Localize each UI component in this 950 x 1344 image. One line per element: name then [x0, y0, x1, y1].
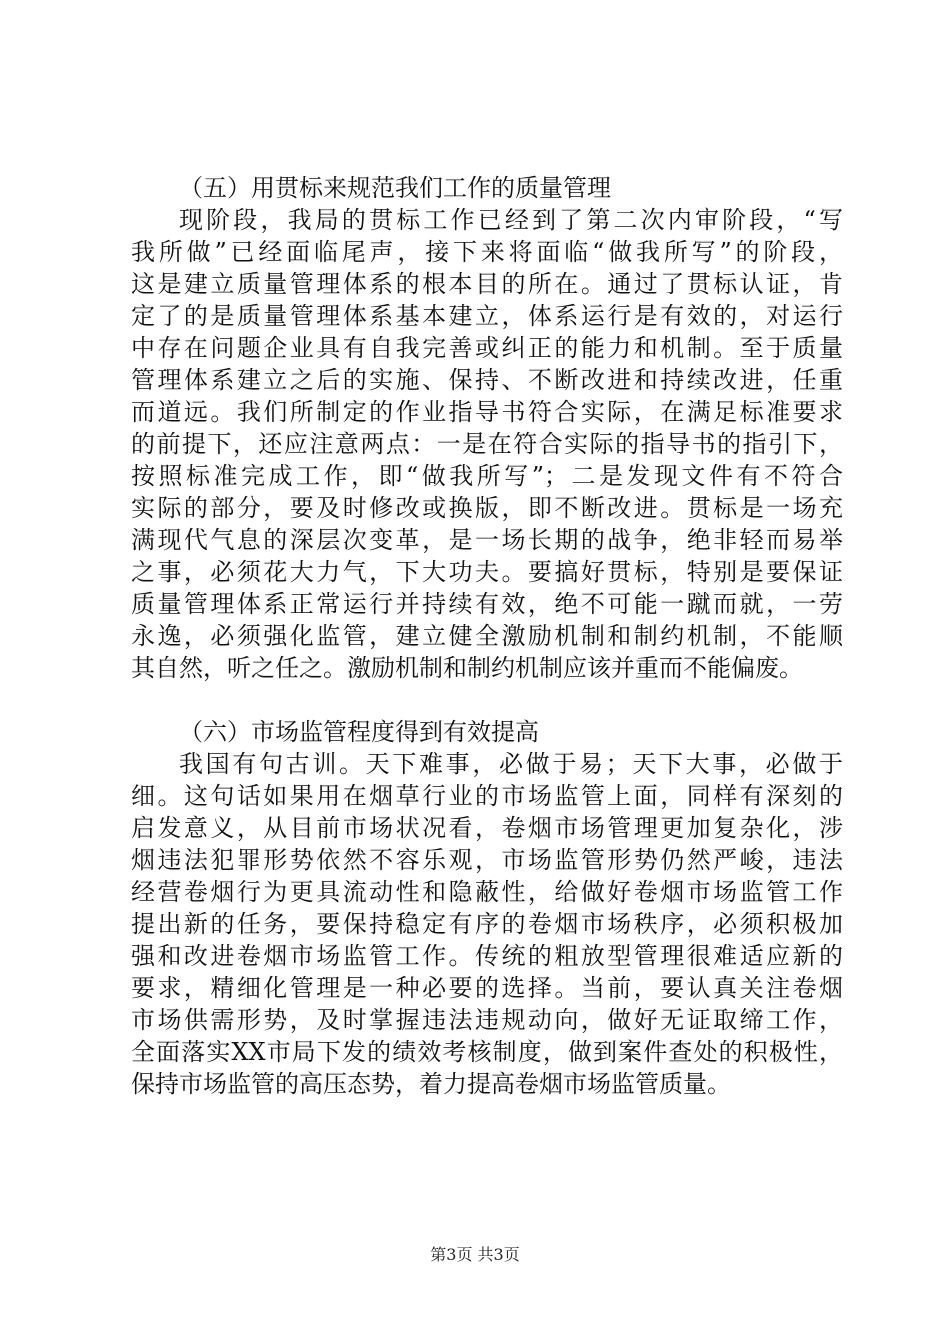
paragraph-line: 中存在问题企业具有自我完善或纠正的能力和机制。至于质量 — [131, 334, 843, 362]
paragraph-line: 提出新的任务，要保持稳定有序的卷烟市场秩序，必须积极加 — [131, 910, 843, 938]
paragraph-line: 按照标准完成工作，即“做我所写”；二是发现文件有不符合 — [131, 462, 843, 490]
paragraph-line: 要求，精细化管理是一种必要的选择。当前，要认真关注卷烟 — [131, 974, 843, 1002]
section-heading: （五）用贯标来规范我们工作的质量管理 — [179, 174, 611, 202]
paragraph-line: 启发意义，从目前市场状况看，卷烟市场管理更加复杂化，涉 — [131, 814, 843, 842]
section-five — [131, 172, 843, 684]
paragraph-line: 之事，必须花大力气，下大功夫。要搞好贯标，特别是要保证 — [131, 558, 843, 586]
paragraph-line: 市场供需形势，及时掌握违法违规动向，做好无证取缔工作， — [131, 1006, 843, 1034]
paragraph-line: 质量管理体系正常运行并持续有效，绝不可能一蹴而就，一劳 — [131, 590, 843, 618]
section-heading: （六）市场监管程度得到有效提高 — [179, 718, 539, 746]
paragraph-line: 管理体系建立之后的实施、保持、不断改进和持续改进，任重 — [131, 366, 843, 394]
paragraph-line: 其自然，听之任之。激励机制和制约机制应该并重而不能偏废。 — [131, 654, 803, 682]
page-footer: 第3页 共3页 — [430, 1245, 520, 1264]
paragraph-line: 这是建立质量管理体系的根本目的所在。通过了贯标认证，肯 — [131, 270, 843, 298]
paragraph-line: 我所做”已经面临尾声，接下来将面临“做我所写”的阶段， — [131, 238, 843, 266]
paragraph-line: 的前提下，还应注意两点：一是在符合实际的指导书的指引下， — [131, 430, 843, 458]
paragraph-line: 经营卷烟行为更具流动性和隐蔽性，给做好卷烟市场监管工作 — [131, 878, 843, 906]
paragraph-line: 现阶段，我局的贯标工作已经到了第二次内审阶段，“写 — [179, 206, 843, 234]
paragraph-line: 烟违法犯罪形势依然不容乐观，市场监管形势仍然严峻，违法 — [131, 846, 843, 874]
paragraph-line: 全面落实XX市局下发的绩效考核制度，做到案件查处的积极性， — [131, 1038, 843, 1066]
paragraph-line: 永逸，必须强化监管，建立健全激励机制和制约机制，不能顺 — [131, 622, 843, 650]
section-six — [131, 716, 843, 1100]
document-body — [131, 172, 843, 1100]
paragraph-line: 实际的部分，要及时修改或换版，即不断改进。贯标是一场充 — [131, 494, 843, 522]
paragraph-line: 而道远。我们所制定的作业指导书符合实际，在满足标准要求 — [131, 398, 843, 426]
paragraph-line: 细。这句话如果用在烟草行业的市场监管上面，同样有深刻的 — [131, 782, 843, 810]
paragraph-line: 满现代气息的深层次变革，是一场长期的战争，绝非轻而易举 — [131, 526, 843, 554]
paragraph-line: 定了的是质量管理体系基本建立，体系运行是有效的，对运行 — [131, 302, 843, 330]
paragraph-line: 保持市场监管的高压态势，着力提高卷烟市场监管质量。 — [131, 1070, 731, 1098]
paragraph-line: 强和改进卷烟市场监管工作。传统的粗放型管理很难适应新的 — [131, 942, 843, 970]
paragraph-line: 我国有句古训。天下难事，必做于易；天下大事，必做于 — [179, 750, 843, 778]
